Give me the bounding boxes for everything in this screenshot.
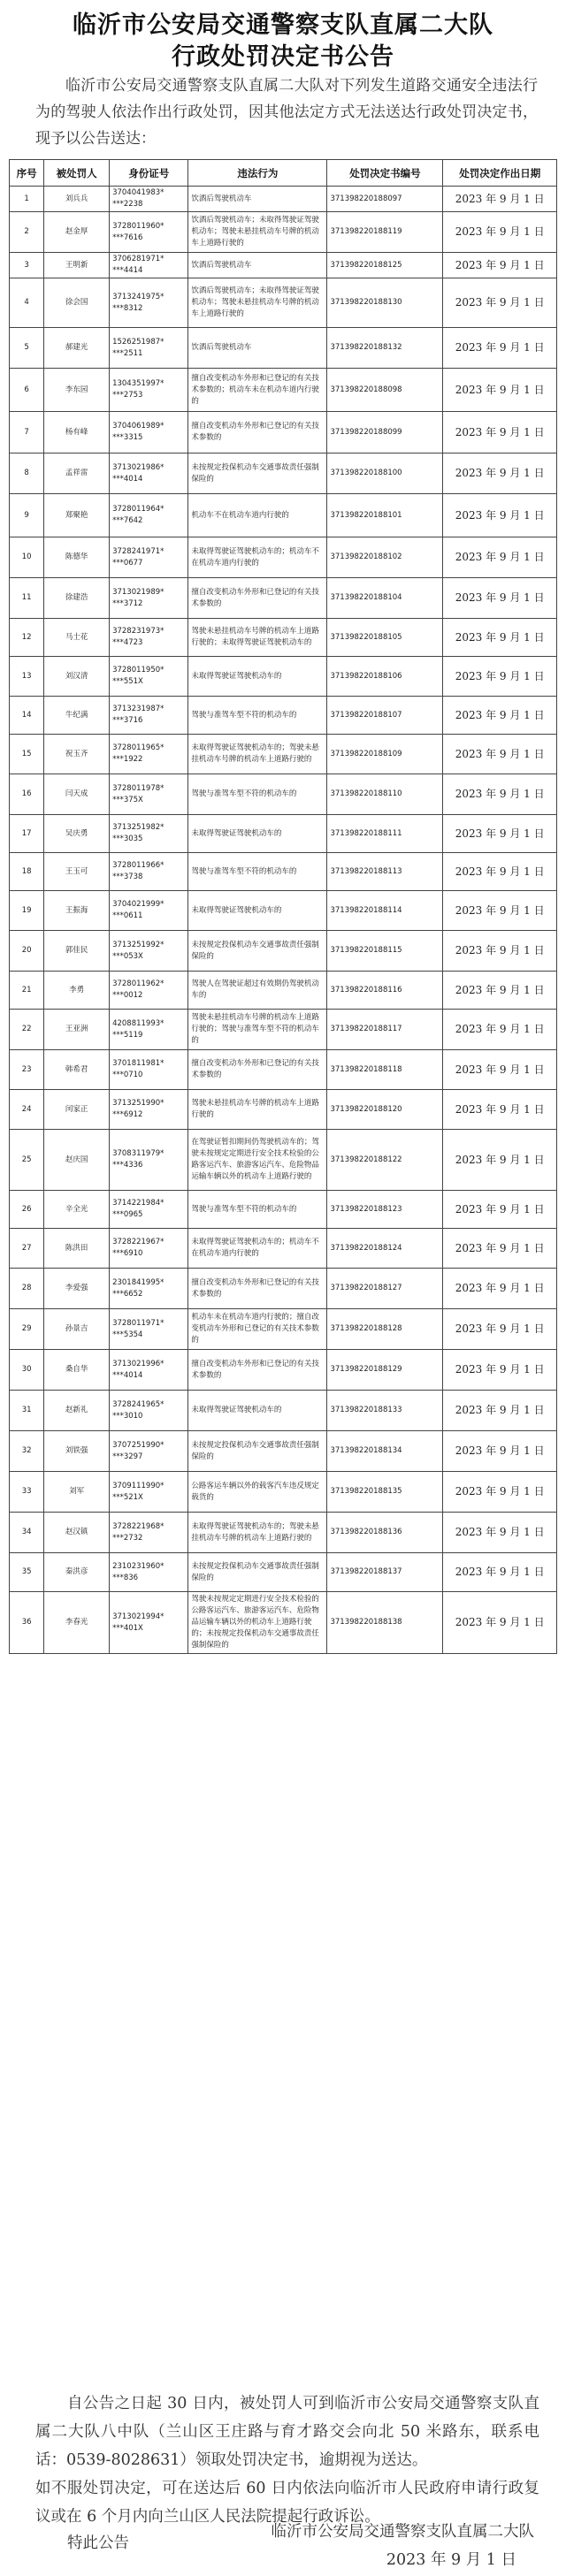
cell-name: 杨有峰 xyxy=(44,412,110,453)
cell-number: 371398220188125 xyxy=(327,253,443,278)
cell-date: 2023 年 9 月 1 日 xyxy=(443,735,557,774)
table-row xyxy=(10,1391,557,1431)
cell-number: 371398220188135 xyxy=(327,1472,443,1513)
cell-date: 2023 年 9 月 1 日 xyxy=(443,931,557,972)
cell-date: 2023 年 9 月 1 日 xyxy=(443,1269,557,1309)
cell-violation: 驾驶与准驾车型不符的机动车的 xyxy=(188,774,327,815)
cell-name: 刘铁强 xyxy=(44,1431,110,1472)
cell-id: 3713021996* ***4014 xyxy=(110,1350,188,1391)
cell-date: 2023 年 9 月 1 日 xyxy=(443,1090,557,1130)
cell-name: 闫天成 xyxy=(44,774,110,815)
cell-name: 刘汉清 xyxy=(44,657,110,697)
table-row xyxy=(10,1229,557,1269)
cell-violation: 饮酒后驾驶机动车；未取得驾驶证驾驶机动车；驾驶未悬挂机动车号牌的机动车上道路行驶的 xyxy=(188,278,327,328)
cell-id: 3706281971* ***4414 xyxy=(110,253,188,278)
cell-date: 2023 年 9 月 1 日 xyxy=(443,1350,557,1391)
table-row xyxy=(10,1431,557,1472)
cell-violation: 驾驶未按规定定期进行安全技术检验的公路客运汽车、旅游客运汽车、危险物品运输车辆以外的机动车上道路行驶的；未按规定投保机动车交通事故责任强制保险的 xyxy=(188,1592,327,1654)
cell-index: 26 xyxy=(10,1191,44,1229)
table-row xyxy=(10,1472,557,1513)
cell-violation: 驾驶与准驾车型不符的机动车的 xyxy=(188,1191,327,1229)
page-title: 临沂市公安局交通警察支队直属二大队 xyxy=(73,11,493,39)
cell-id: 3728241965* ***3010 xyxy=(110,1391,188,1431)
cell-name: 赵汉镇 xyxy=(44,1513,110,1553)
cell-number: 371398220188130 xyxy=(327,278,443,328)
cell-name: 秦洪彦 xyxy=(44,1553,110,1592)
cell-id: 3704061989* ***3315 xyxy=(110,412,188,453)
cell-id: 3704041983* ***2238 xyxy=(110,187,188,212)
cell-number: 371398220188133 xyxy=(327,1391,443,1431)
cell-number: 371398220188138 xyxy=(327,1592,443,1654)
cell-date: 2023 年 9 月 1 日 xyxy=(443,815,557,853)
cell-index: 3 xyxy=(10,253,44,278)
cell-violation: 未按规定投保机动车交通事故责任强制保险的 xyxy=(188,931,327,972)
cell-date: 2023 年 9 月 1 日 xyxy=(443,253,557,278)
cell-violation: 未按规定投保机动车交通事故责任强制保险的 xyxy=(188,453,327,494)
cell-id: 3728011960* ***7616 xyxy=(110,212,188,253)
header-name: 被处罚人 xyxy=(44,160,110,187)
cell-violation: 机动车不在机动车道内行驶的 xyxy=(188,494,327,537)
table-row xyxy=(10,187,557,212)
header-violation: 违法行为 xyxy=(188,160,327,187)
table-row xyxy=(10,412,557,453)
cell-id: 3713251990* ***6912 xyxy=(110,1090,188,1130)
cell-index: 30 xyxy=(10,1350,44,1391)
header-decision-number: 处罚决定书编号 xyxy=(327,160,443,187)
cell-name: 赵庆国 xyxy=(44,1130,110,1191)
cell-date: 2023 年 9 月 1 日 xyxy=(443,1229,557,1269)
table-row xyxy=(10,1309,557,1350)
table-row xyxy=(10,1090,557,1130)
table-row xyxy=(10,494,557,537)
cell-violation: 机动车未在机动车道内行驶的；擅自改变机动车外形和已登记的有关技术参数的 xyxy=(188,1309,327,1350)
cell-violation: 驾驶未悬挂机动车号牌的机动车上道路行驶的；未取得驾驶证驾驶机动车的 xyxy=(188,619,327,657)
table-row xyxy=(10,453,557,494)
cell-index: 21 xyxy=(10,972,44,1010)
cell-date: 2023 年 9 月 1 日 xyxy=(443,657,557,697)
cell-index: 28 xyxy=(10,1269,44,1309)
page-subtitle: 行政处罚决定书公告 xyxy=(172,43,394,71)
cell-date: 2023 年 9 月 1 日 xyxy=(443,1309,557,1350)
cell-name: 马士花 xyxy=(44,619,110,657)
cell-date: 2023 年 9 月 1 日 xyxy=(443,537,557,578)
header-id-number: 身份证号 xyxy=(110,160,188,187)
table-row xyxy=(10,735,557,774)
cell-index: 13 xyxy=(10,657,44,697)
cell-number: 371398220188117 xyxy=(327,1010,443,1050)
cell-violation: 驾驶与准驾车型不符的机动车的 xyxy=(188,853,327,891)
table-row xyxy=(10,1592,557,1654)
outro-paragraph-appeal: 如不服处罚决定，可在送达后 60 日内依法向临沂市人民政府申请行政复议或在 6 个月内向兰山区人民法院提起行政诉讼。 xyxy=(35,2480,539,2526)
special-notice: 特此公告 xyxy=(67,2534,129,2552)
table-row xyxy=(10,891,557,931)
cell-date: 2023 年 9 月 1 日 xyxy=(443,1592,557,1654)
cell-violation: 未取得驾驶证驾驶机动车的 xyxy=(188,657,327,697)
table-row xyxy=(10,369,557,412)
cell-index: 11 xyxy=(10,578,44,619)
cell-number: 371398220188122 xyxy=(327,1130,443,1191)
cell-number: 371398220188115 xyxy=(327,931,443,972)
cell-violation: 饮酒后驾驶机动车 xyxy=(188,253,327,278)
cell-id: 3728241971* ***0677 xyxy=(110,537,188,578)
cell-date: 2023 年 9 月 1 日 xyxy=(443,278,557,328)
table-row xyxy=(10,1269,557,1309)
cell-index: 5 xyxy=(10,328,44,369)
cell-name: 桑自华 xyxy=(44,1350,110,1391)
cell-date: 2023 年 9 月 1 日 xyxy=(443,619,557,657)
cell-id: 3728011962* ***0012 xyxy=(110,972,188,1010)
cell-name: 李东园 xyxy=(44,369,110,412)
cell-id: 3728221968* ***2732 xyxy=(110,1513,188,1553)
cell-violation: 驾驶与准驾车型不符的机动车的 xyxy=(188,697,327,735)
cell-violation: 未取得驾驶证驾驶机动车的；机动车不在机动车道内行驶的 xyxy=(188,1229,327,1269)
cell-index: 23 xyxy=(10,1050,44,1090)
cell-index: 1 xyxy=(10,187,44,212)
cell-number: 371398220188137 xyxy=(327,1553,443,1592)
cell-id: 3728011966* ***3738 xyxy=(110,853,188,891)
cell-number: 371398220188134 xyxy=(327,1431,443,1472)
cell-date: 2023 年 9 月 1 日 xyxy=(443,1010,557,1050)
intro-paragraph: 临沂市公安局交通警察支队直属二大队对下列发生道路交通安全违法行为的驾驶人依法作出行政处罚，因其他法定方式无法送达行政处罚决定书，现予以公告送达： xyxy=(35,77,538,148)
cell-number: 371398220188127 xyxy=(327,1269,443,1309)
cell-index: 33 xyxy=(10,1472,44,1513)
cell-id: 2301841995* ***6652 xyxy=(110,1269,188,1309)
cell-date: 2023 年 9 月 1 日 xyxy=(443,494,557,537)
cell-name: 郑聚艳 xyxy=(44,494,110,537)
cell-id: 1304351997* ***2753 xyxy=(110,369,188,412)
cell-number: 371398220188123 xyxy=(327,1191,443,1229)
cell-number: 371398220188118 xyxy=(327,1050,443,1090)
cell-date: 2023 年 9 月 1 日 xyxy=(443,578,557,619)
table-row xyxy=(10,853,557,891)
cell-id: 3713021989* ***3712 xyxy=(110,578,188,619)
table-row xyxy=(10,278,557,328)
cell-index: 35 xyxy=(10,1553,44,1592)
cell-name: 徐建浩 xyxy=(44,578,110,619)
cell-name: 李春光 xyxy=(44,1592,110,1654)
cell-name: 赵新礼 xyxy=(44,1391,110,1431)
cell-name: 韩希君 xyxy=(44,1050,110,1090)
cell-name: 王振海 xyxy=(44,891,110,931)
cell-id: 3713251982* ***3035 xyxy=(110,815,188,853)
cell-violation: 未按规定投保机动车交通事故责任强制保险的 xyxy=(188,1431,327,1472)
cell-id: 3728231973* ***4723 xyxy=(110,619,188,657)
issue-date: 2023 年 9 月 1 日 xyxy=(386,2551,516,2569)
cell-index: 24 xyxy=(10,1090,44,1130)
cell-violation: 未取得驾驶证驾驶机动车的；驾驶未悬挂机动车号牌的机动车上道路行驶的 xyxy=(188,1513,327,1553)
cell-name: 李爱强 xyxy=(44,1269,110,1309)
table-row xyxy=(10,657,557,697)
cell-number: 371398220188100 xyxy=(327,453,443,494)
cell-violation: 公路客运车辆以外的载客汽车违反规定载货的 xyxy=(188,1472,327,1513)
table-row xyxy=(10,1191,557,1229)
cell-index: 7 xyxy=(10,412,44,453)
cell-name: 李勇 xyxy=(44,972,110,1010)
cell-name: 闰家正 xyxy=(44,1090,110,1130)
cell-index: 36 xyxy=(10,1592,44,1654)
cell-name: 孟祥雷 xyxy=(44,453,110,494)
cell-number: 371398220188097 xyxy=(327,187,443,212)
header-index: 序号 xyxy=(10,160,44,187)
cell-index: 14 xyxy=(10,697,44,735)
cell-number: 371398220188129 xyxy=(327,1350,443,1391)
cell-number: 371398220188101 xyxy=(327,494,443,537)
cell-number: 371398220188132 xyxy=(327,328,443,369)
cell-name: 祝玉齐 xyxy=(44,735,110,774)
table-row xyxy=(10,1130,557,1191)
cell-number: 371398220188124 xyxy=(327,1229,443,1269)
cell-index: 22 xyxy=(10,1010,44,1050)
cell-index: 17 xyxy=(10,815,44,853)
cell-id: 4208811993* ***5119 xyxy=(110,1010,188,1050)
cell-number: 371398220188106 xyxy=(327,657,443,697)
cell-number: 371398220188114 xyxy=(327,891,443,931)
cell-index: 32 xyxy=(10,1431,44,1472)
cell-violation: 擅自改变机动车外形和已登记的有关技术参数的 xyxy=(188,1350,327,1391)
cell-index: 10 xyxy=(10,537,44,578)
cell-index: 25 xyxy=(10,1130,44,1191)
cell-violation: 未取得驾驶证驾驶机动车的；机动车不在机动车道内行驶的 xyxy=(188,537,327,578)
cell-violation: 饮酒后驾驶机动车 xyxy=(188,328,327,369)
cell-date: 2023 年 9 月 1 日 xyxy=(443,412,557,453)
cell-number: 371398220188098 xyxy=(327,369,443,412)
cell-number: 371398220188105 xyxy=(327,619,443,657)
cell-name: 陈德华 xyxy=(44,537,110,578)
cell-number: 371398220188113 xyxy=(327,853,443,891)
cell-violation: 擅自改变机动车外形和已登记的有关技术参数的 xyxy=(188,412,327,453)
cell-name: 王玉可 xyxy=(44,853,110,891)
cell-violation: 驾驶未悬挂机动车号牌的机动车上道路行驶的；驾驶与准驾车型不符的机动车的 xyxy=(188,1010,327,1050)
table-row xyxy=(10,697,557,735)
penalty-table xyxy=(9,159,557,1654)
table-row xyxy=(10,1050,557,1090)
cell-violation: 擅自改变机动车外形和已登记的有关技术参数的 xyxy=(188,578,327,619)
cell-index: 2 xyxy=(10,212,44,253)
cell-name: 陈洪田 xyxy=(44,1229,110,1269)
cell-id: 3713021986* ***4014 xyxy=(110,453,188,494)
cell-violation: 驾驶未悬挂机动车号牌的机动车上道路行驶的 xyxy=(188,1090,327,1130)
cell-name: 赵金厚 xyxy=(44,212,110,253)
cell-date: 2023 年 9 月 1 日 xyxy=(443,972,557,1010)
cell-number: 371398220188120 xyxy=(327,1090,443,1130)
table-body xyxy=(10,187,557,1654)
cell-id: 3707251990* ***3297 xyxy=(110,1431,188,1472)
cell-violation: 擅自改变机动车外形和已登记的有关技术参数的；机动车未在机动车道内行驶的 xyxy=(188,369,327,412)
table-row xyxy=(10,1350,557,1391)
header-decision-date: 处罚决定作出日期 xyxy=(443,160,557,187)
cell-index: 18 xyxy=(10,853,44,891)
cell-index: 15 xyxy=(10,735,44,774)
table-row xyxy=(10,253,557,278)
cell-id: 3728011964* ***7642 xyxy=(110,494,188,537)
cell-violation: 未取得驾驶证驾驶机动车的 xyxy=(188,1391,327,1431)
cell-date: 2023 年 9 月 1 日 xyxy=(443,453,557,494)
table-row xyxy=(10,774,557,815)
cell-name: 王明新 xyxy=(44,253,110,278)
cell-number: 371398220188104 xyxy=(327,578,443,619)
cell-id: 3713231987* ***3716 xyxy=(110,697,188,735)
cell-index: 27 xyxy=(10,1229,44,1269)
cell-id: 3701811981* ***0710 xyxy=(110,1050,188,1090)
cell-violation: 未取得驾驶证驾驶机动车的；驾驶未悬挂机动车号牌的机动车上道路行驶的 xyxy=(188,735,327,774)
cell-violation: 未按规定投保机动车交通事故责任强制保险的 xyxy=(188,1553,327,1592)
table-row xyxy=(10,972,557,1010)
cell-violation: 未取得驾驶证驾驶机动车的 xyxy=(188,891,327,931)
cell-violation: 驾驶人在驾驶证超过有效期仍驾驶机动车的 xyxy=(188,972,327,1010)
cell-id: 1526251987* ***2511 xyxy=(110,328,188,369)
cell-index: 31 xyxy=(10,1391,44,1431)
cell-name: 牛纪满 xyxy=(44,697,110,735)
cell-violation: 在驾驶证暂扣期间仍驾驶机动车的；驾驶未按规定定期进行安全技术检验的公路客运汽车、旅游客运汽车、危险物品运输车辆以外的机动车上道路行驶的 xyxy=(188,1130,327,1191)
cell-index: 12 xyxy=(10,619,44,657)
outro-paragraph-collection: 自公告之日起 30 日内，被处罚人可到临沂市公安局交通警察支队直属二大队八中队（兰山区王庄路与育才路交会向北 50 米路东，联系电话：0539-8028631）领取处罚决定书，逾期视为送达。 xyxy=(35,2395,539,2469)
cell-index: 20 xyxy=(10,931,44,972)
cell-index: 8 xyxy=(10,453,44,494)
cell-date: 2023 年 9 月 1 日 xyxy=(443,1191,557,1229)
cell-id: 3704021999* ***0611 xyxy=(110,891,188,931)
cell-index: 6 xyxy=(10,369,44,412)
table-header-row xyxy=(10,160,557,187)
cell-id: 3708311979* ***4336 xyxy=(110,1130,188,1191)
cell-name: 吴庆勇 xyxy=(44,815,110,853)
cell-date: 2023 年 9 月 1 日 xyxy=(443,774,557,815)
cell-number: 371398220188107 xyxy=(327,697,443,735)
cell-name: 徐会国 xyxy=(44,278,110,328)
cell-id: 3713241975* ***8312 xyxy=(110,278,188,328)
cell-name: 王亚洲 xyxy=(44,1010,110,1050)
cell-date: 2023 年 9 月 1 日 xyxy=(443,1513,557,1553)
table-row xyxy=(10,212,557,253)
cell-name: 郭佳民 xyxy=(44,931,110,972)
table-row xyxy=(10,328,557,369)
table-row xyxy=(10,537,557,578)
table-row xyxy=(10,1553,557,1592)
cell-number: 371398220188111 xyxy=(327,815,443,853)
cell-id: 3728011965* ***1922 xyxy=(110,735,188,774)
cell-name: 孙景吉 xyxy=(44,1309,110,1350)
cell-number: 371398220188136 xyxy=(327,1513,443,1553)
cell-id: 3713021994* ***401X xyxy=(110,1592,188,1654)
cell-number: 371398220188116 xyxy=(327,972,443,1010)
table-row xyxy=(10,931,557,972)
cell-date: 2023 年 9 月 1 日 xyxy=(443,1391,557,1431)
cell-date: 2023 年 9 月 1 日 xyxy=(443,212,557,253)
cell-id: 3728011971* ***5354 xyxy=(110,1309,188,1350)
cell-name: 郝建光 xyxy=(44,328,110,369)
cell-violation: 擅自改变机动车外形和已登记的有关技术参数的 xyxy=(188,1269,327,1309)
cell-index: 4 xyxy=(10,278,44,328)
table-row xyxy=(10,815,557,853)
cell-violation: 饮酒后驾驶机动车 xyxy=(188,187,327,212)
cell-index: 9 xyxy=(10,494,44,537)
cell-number: 371398220188128 xyxy=(327,1309,443,1350)
cell-violation: 饮酒后驾驶机动车；未取得驾驶证驾驶机动车；驾驶未悬挂机动车号牌的机动车上道路行驶的 xyxy=(188,212,327,253)
cell-date: 2023 年 9 月 1 日 xyxy=(443,1553,557,1592)
issuing-organization: 临沂市公安局交通警察支队直属二大队 xyxy=(271,2523,534,2541)
cell-id: 3728221967* ***6910 xyxy=(110,1229,188,1269)
cell-id: 3714221984* ***0965 xyxy=(110,1191,188,1229)
cell-date: 2023 年 9 月 1 日 xyxy=(443,1050,557,1090)
table-row xyxy=(10,1010,557,1050)
cell-date: 2023 年 9 月 1 日 xyxy=(443,697,557,735)
cell-number: 371398220188119 xyxy=(327,212,443,253)
cell-date: 2023 年 9 月 1 日 xyxy=(443,369,557,412)
cell-index: 34 xyxy=(10,1513,44,1553)
cell-id: 3728011950* ***551X xyxy=(110,657,188,697)
cell-number: 371398220188099 xyxy=(327,412,443,453)
cell-violation: 擅自改变机动车外形和已登记的有关技术参数的 xyxy=(188,1050,327,1090)
cell-index: 19 xyxy=(10,891,44,931)
cell-violation: 未取得驾驶证驾驶机动车的 xyxy=(188,815,327,853)
cell-name: 刘军 xyxy=(44,1472,110,1513)
cell-date: 2023 年 9 月 1 日 xyxy=(443,891,557,931)
cell-number: 371398220188102 xyxy=(327,537,443,578)
cell-id: 3713251992* ***053X xyxy=(110,931,188,972)
cell-id: 3709111990* ***521X xyxy=(110,1472,188,1513)
table-row xyxy=(10,1513,557,1553)
cell-date: 2023 年 9 月 1 日 xyxy=(443,1130,557,1191)
cell-number: 371398220188110 xyxy=(327,774,443,815)
cell-date: 2023 年 9 月 1 日 xyxy=(443,328,557,369)
cell-name: 辛全光 xyxy=(44,1191,110,1229)
cell-index: 29 xyxy=(10,1309,44,1350)
cell-id: 3728011978* ***375X xyxy=(110,774,188,815)
cell-date: 2023 年 9 月 1 日 xyxy=(443,1472,557,1513)
table-row xyxy=(10,578,557,619)
cell-number: 371398220188109 xyxy=(327,735,443,774)
cell-date: 2023 年 9 月 1 日 xyxy=(443,1431,557,1472)
cell-index: 16 xyxy=(10,774,44,815)
cell-date: 2023 年 9 月 1 日 xyxy=(443,853,557,891)
table-row xyxy=(10,619,557,657)
cell-name: 刘兵兵 xyxy=(44,187,110,212)
cell-date: 2023 年 9 月 1 日 xyxy=(443,187,557,212)
cell-id: 2310231960* ***836 xyxy=(110,1553,188,1592)
